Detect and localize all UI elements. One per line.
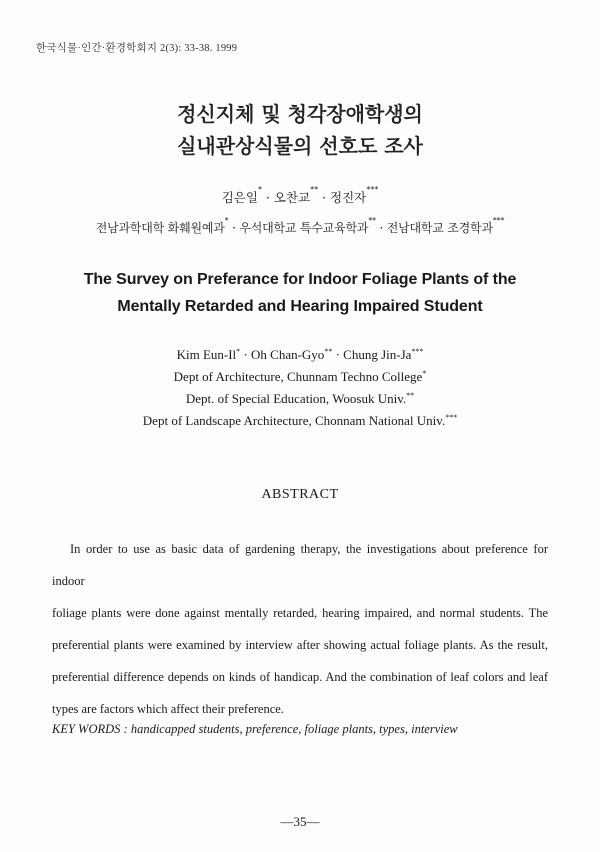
keywords-terms: handicapped students, preference, foliage plants, types, interview [130,722,458,736]
author-ko-1-mark: * [257,185,262,194]
affiliation-ko-3: 전남대학교 조경학과 [386,221,493,235]
korean-title-line-1: 정신지체 및 청각장애학생의 [177,102,423,126]
author-ko-separator: · [318,190,331,205]
affiliation-en-3-mark: *** [445,413,458,422]
author-ko-separator: · [261,190,274,205]
affiliation-ko-3-mark: *** [492,216,505,225]
affiliation-en-3 [0,410,600,432]
korean-title-line-2: 실내관상식물의 선호도 조사 [177,134,423,158]
author-en-2: Oh Chan-Gyo [251,347,325,362]
abstract-line: foliage plants were done against mentally retarded, hearing impaired, and normal students. The [52,606,548,620]
english-title [0,266,600,320]
affiliation-ko-1-mark: * [224,216,229,225]
journal-reference: 한국식물·인간·환경학회지 2(3): 33-38. 1999 [36,43,238,54]
author-ko-2-mark: ** [310,185,319,194]
author-ko-1: 김은일 [221,190,258,205]
korean-affiliations [0,216,600,236]
abstract-line: In order to use as basic data of gardening therapy, the investigations about preference for indoor [52,542,548,588]
affiliation-ko-separator: · [228,221,240,235]
affiliation-en-1-text: Dept of Architecture, Chunnam Techno College [173,369,423,384]
korean-title [0,98,600,162]
author-en-2-mark: ** [324,347,333,356]
abstract-line: preferential plants were examined by interview after showing actual foliage plants. As the result, [52,638,548,652]
abstract-line: types are factors which affect their preference. [52,702,284,716]
author-en-3: Chung Jin-Ja [343,347,412,362]
keywords-label: KEY WORDS [52,722,121,736]
affiliation-en-1 [0,366,600,388]
abstract-body [52,533,548,725]
affiliation-ko-2: 우석대학교 특수교육학과 [239,221,369,235]
affiliation-en-1-mark: * [422,369,427,378]
author-ko-3: 정진자 [330,190,367,205]
affiliation-en-2-mark: ** [406,391,415,400]
author-en-3-mark: *** [411,347,424,356]
abstract-heading: ABSTRACT [261,487,339,502]
english-authors [0,344,600,366]
author-en-separator: · [240,347,252,362]
affiliation-ko-2-mark: ** [368,216,376,225]
affiliation-ko-1: 전남과학대학 화훼원예과 [95,221,225,235]
abstract-line: preferential difference depends on kinds of handicap. And the combination of leaf colors and leaf [52,670,548,684]
affiliation-en-3-text: Dept of Landscape Architecture, Chonnam National Univ. [142,413,446,428]
affiliation-en-2-text: Dept. of Special Education, Woosuk Univ. [185,391,407,406]
author-en-separator: · [332,347,344,362]
english-title-line-1: The Survey on Preferance for Indoor Foliage Plants of the [83,271,517,288]
author-ko-3-mark: *** [366,185,379,194]
keywords [52,722,548,737]
affiliation-ko-separator: · [375,221,387,235]
english-authors-block [0,344,600,432]
author-en-1-mark: * [236,347,241,356]
keywords-separator: : [120,722,131,736]
author-en-1: Kim Eun-Il [176,347,237,362]
english-title-line-2: Mentally Retarded and Hearing Impaired Student [117,298,483,315]
affiliation-en-2 [0,388,600,410]
author-ko-2: 오찬교 [273,190,311,205]
page-number: —35— [280,814,320,829]
korean-authors [0,185,600,206]
